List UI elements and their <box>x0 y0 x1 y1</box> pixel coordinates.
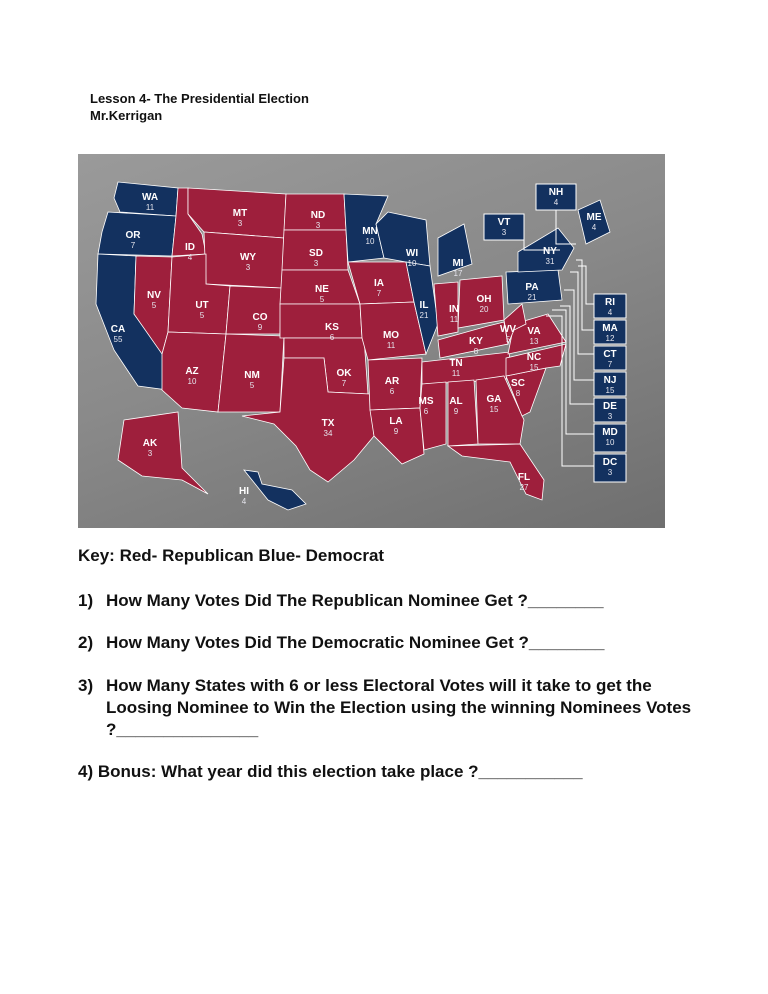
leader-line-ma <box>576 260 594 330</box>
state-votes-nv: 5 <box>151 301 157 310</box>
leader-line-md <box>552 310 594 434</box>
state-label-ga: GA <box>486 394 502 405</box>
state-label-wi: WI <box>405 248 419 259</box>
electoral-map <box>78 154 665 528</box>
state-label-ak: AK <box>142 438 158 449</box>
state-votes-wy: 3 <box>245 263 251 272</box>
state-label-il: IL <box>419 300 429 311</box>
state-label-pa: PA <box>525 282 539 293</box>
state-votes-fl: 27 <box>519 483 529 492</box>
state-label-sd: SD <box>309 248 323 259</box>
state-label-tn: TN <box>449 358 463 369</box>
state-ks <box>280 304 362 338</box>
leader-line-ri <box>578 266 594 304</box>
state-label-nc: NC <box>526 352 542 363</box>
state-label-in: IN <box>449 304 459 315</box>
state-votes-nc: 15 <box>529 363 539 372</box>
state-votes-il: 21 <box>419 311 429 320</box>
state-votes-wi: 10 <box>407 259 417 268</box>
callout-label-dc: DC <box>602 457 618 468</box>
state-votes-ny: 31 <box>545 257 555 266</box>
state-votes-or: 7 <box>130 241 136 250</box>
state-votes-ca: 55 <box>113 335 123 344</box>
state-votes-me: 4 <box>591 223 597 232</box>
state-hi <box>241 470 306 510</box>
state-votes-co: 9 <box>257 323 263 332</box>
state-ms <box>420 382 446 450</box>
lesson-title: Lesson 4- The Presidential Election <box>90 91 309 106</box>
state-co <box>226 286 282 334</box>
state-label-co: CO <box>252 312 268 323</box>
state-label-la: LA <box>389 416 403 427</box>
state-votes-mi: 17 <box>453 269 463 278</box>
state-votes-sc: 8 <box>515 389 521 398</box>
state-label-ms: MS <box>418 396 434 407</box>
state-votes-sd: 3 <box>313 259 319 268</box>
leader-line-de <box>560 306 594 404</box>
callout-votes-ma: 12 <box>605 334 615 343</box>
question-3-line-3: ?_______________ <box>106 720 259 739</box>
state-label-mi: MI <box>452 258 464 269</box>
state-label-sc: SC <box>511 378 525 389</box>
callout-label-ri: RI <box>605 297 615 308</box>
state-votes-nd: 3 <box>315 221 321 230</box>
state-votes-mt: 3 <box>237 219 243 228</box>
state-votes-pa: 21 <box>527 293 537 302</box>
state-votes-tn: 11 <box>451 369 461 378</box>
callout-label-ct: CT <box>603 349 617 360</box>
question-4 <box>78 761 758 783</box>
question-4-text: 4) Bonus: What year did this election take place ?___________ <box>78 762 583 781</box>
state-votes-id: 4 <box>187 253 193 262</box>
state-votes-ia: 7 <box>376 289 382 298</box>
state-label-wa: WA <box>141 192 159 203</box>
question-1-text: How Many Votes Did The Republican Nominee Get ?________ <box>106 591 604 610</box>
state-label-ne: NE <box>315 284 329 295</box>
callout-votes-de: 3 <box>607 412 613 421</box>
state-votes-ne: 5 <box>319 295 325 304</box>
state-label-wv: WV <box>499 324 517 335</box>
state-label-ks: KS <box>325 322 339 333</box>
callout-label-nh: NH <box>548 187 564 198</box>
electoral-map-svg <box>78 154 665 528</box>
state-votes-mn: 10 <box>365 237 375 246</box>
question-1 <box>78 590 758 612</box>
state-label-ar: AR <box>384 376 400 387</box>
state-votes-mo: 11 <box>386 341 396 350</box>
question-2-text: How Many Votes Did The Democratic Nominee Get ?________ <box>106 633 605 652</box>
state-votes-wv: 5 <box>505 335 511 344</box>
state-ak <box>118 412 208 494</box>
question-2-number: 2) <box>78 633 94 652</box>
state-votes-ms: 6 <box>423 407 429 416</box>
state-label-wy: WY <box>239 252 257 263</box>
state-label-or: OR <box>125 230 141 241</box>
state-label-ny: NY <box>543 246 557 257</box>
question-3-line-1: How Many States with 6 or less Electoral Votes will it take to get the <box>106 676 652 695</box>
state-wi <box>376 212 430 266</box>
state-label-fl: FL <box>517 472 531 483</box>
callout-votes-md: 10 <box>605 438 615 447</box>
state-votes-wa: 11 <box>145 203 155 212</box>
state-label-oh: OH <box>476 294 492 305</box>
state-label-nd: ND <box>310 210 326 221</box>
document-header <box>90 90 309 124</box>
state-votes-ok: 7 <box>341 379 347 388</box>
state-label-mn: MN <box>362 226 378 237</box>
callout-label-md: MD <box>602 427 618 438</box>
state-votes-ak: 3 <box>147 449 153 458</box>
teacher-name: Mr.Kerrigan <box>90 108 163 123</box>
callout-label-ma: MA <box>602 323 618 334</box>
state-votes-oh: 20 <box>479 305 489 314</box>
question-3-line-2: Loosing Nominee to Win the Election using the winning Nominees Votes <box>106 698 692 717</box>
question-1-number: 1) <box>78 591 94 610</box>
state-label-me: ME <box>586 212 602 223</box>
state-votes-ks: 6 <box>329 333 335 342</box>
state-label-ky: KY <box>469 336 483 347</box>
question-2 <box>78 632 758 654</box>
state-label-ut: UT <box>195 300 209 311</box>
state-votes-va: 13 <box>529 337 539 346</box>
state-label-ok: OK <box>336 368 352 379</box>
state-votes-al: 9 <box>453 407 459 416</box>
state-label-ia: IA <box>374 278 384 289</box>
callout-votes-nh: 4 <box>553 198 559 207</box>
state-votes-ga: 15 <box>489 405 499 414</box>
callout-label-nj: NJ <box>603 375 617 386</box>
state-votes-tx: 34 <box>323 429 333 438</box>
state-votes-ky: 8 <box>473 347 479 356</box>
callout-votes-vt: 3 <box>501 228 507 237</box>
state-label-az: AZ <box>185 366 199 377</box>
state-label-tx: TX <box>321 418 335 429</box>
callout-votes-nj: 15 <box>605 386 615 395</box>
state-label-hi: HI <box>239 486 249 497</box>
state-label-mt: MT <box>232 208 248 219</box>
question-3 <box>78 675 758 741</box>
state-votes-in: 11 <box>449 315 459 324</box>
state-label-id: ID <box>185 242 195 253</box>
callout-votes-ri: 4 <box>607 308 613 317</box>
state-label-al: AL <box>449 396 463 407</box>
state-votes-hi: 4 <box>241 497 247 506</box>
state-label-nm: NM <box>244 370 260 381</box>
state-votes-la: 9 <box>393 427 399 436</box>
state-votes-ut: 5 <box>199 311 205 320</box>
state-votes-ar: 6 <box>389 387 395 396</box>
question-3-number: 3) <box>78 676 94 695</box>
callout-votes-ct: 7 <box>607 360 613 369</box>
map-key: Key: Red- Republican Blue- Democrat <box>78 546 385 565</box>
state-label-nv: NV <box>147 290 161 301</box>
state-al <box>448 380 478 446</box>
callout-label-vt: VT <box>497 217 511 228</box>
state-votes-az: 10 <box>187 377 197 386</box>
state-label-mo: MO <box>382 330 400 341</box>
state-votes-nm: 5 <box>249 381 255 390</box>
callout-label-de: DE <box>603 401 617 412</box>
state-label-va: VA <box>527 326 541 337</box>
state-label-ca: CA <box>110 324 126 335</box>
callout-votes-dc: 3 <box>607 468 613 477</box>
